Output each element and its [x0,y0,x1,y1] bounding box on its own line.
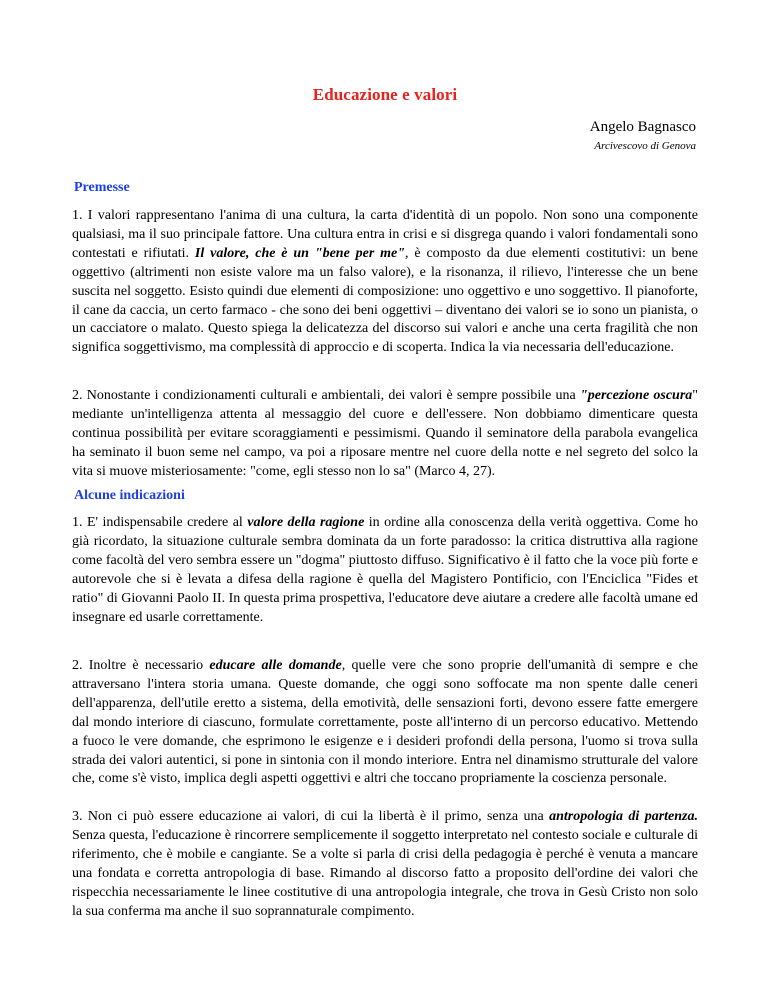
emphasis-text: educare alle domande [209,658,342,673]
section-heading-premesse: Premesse [74,180,130,195]
emphasis-text: Il valore, che è un "bene per me" [194,245,406,261]
text-run: 1. I valori rappresentano l'anima di una cultura, la carta d'identità di un popolo. Non sono una componente qualsiasi, ma il suo principale fattore. Una cultura entra in crisi e si disgrega quando i valori fondamentali sono contestati e rifiutati. [72,208,698,261]
emphasis-text: "percezione oscura [579,388,693,403]
paragraph-indicazioni-1 [72,514,698,627]
emphasis-text: valore della ragione [247,515,365,530]
text-run: 3. Non ci può essere educazione ai valori, di cui la libertà è il primo, senza una [72,809,550,824]
text-run: 1. E' indispensabile credere al [72,515,248,530]
paragraph-indicazioni-2 [72,657,698,789]
text-run: " mediante un'intelligenza attenta al messaggio del cuore e dell'essere. Non dobbiamo dimenticare questa continua possibilità per evitare scoraggiamenti e pessimismi. Quando il seminatore della parabola evangelica ha seminato il buon seme nel campo, va poi a riposare mentre nel cuore della notte e nel segreto del solco la vita si muove misteriosamente: "come, egli stesso non lo sa" (Marco 4, 27). [72,388,698,479]
author-name: Angelo Bagnasco [589,119,696,135]
author-role: Arcivescovo di Genova [594,140,696,152]
text-run: 2. Inoltre è necessario [72,658,210,673]
document-title: Educazione e valori [312,85,458,104]
paragraph-indicazioni-3 [72,808,698,921]
section-heading-alcune-indicazioni: Alcune indicazioni [74,488,185,503]
paragraph-premesse-1 [72,207,698,358]
text-run: Senza questa, l'educazione è rincorrere semplicemente il soggetto interpretato nel contesto sociale e culturale di riferimento, che è mobile e cangiante. Se a volte si parla di crisi della pedagogia è perché è venuta a mancare una fondata e corretta antropologia di base. Rimando al discorso fatto a proposito dell'ordine dei valori che rispecchia necessariamente le linee costitutive di una antropologia integrale, che trova in Gesù Cristo non solo la sua conferma ma anche il suo soprannaturale compimento. [72,827,698,919]
text-run: , quelle vere che sono proprie dell'umanità di sempre e che attraversano l'intera storia umana. Queste domande, che oggi sono soffocate ma non spente dalle ceneri dell'apparenza, dell'utile eretto a sistema, della emotività, delle sensazioni forti, devono essere fatte emergere dal mondo interiore di ciascuno, formulate correttamente, poste all'interno di un percorso educativo. Mettendo a fuoco le vere domande, che esprimono le esigenze e i desideri profondi della persona, l'uomo si trova sulla strada dei valori autentici, si pone in sintonia con il mondo interiore. Entra nel dinamismo strutturale del valore che, come s'è visto, implica degli aspetti oggettivi e altri che toccano propriamente la coscienza personale. [72,658,698,787]
emphasis-text: antropologia di partenza. [549,809,698,824]
text-run: in ordine alla conoscenza della verità oggettiva. Come ho già ricordato, la situazione culturale sembra dominata da un forte paradosso: la critica distruttiva alla ragione come facoltà del vero sembra essere un "dogma" piuttosto diffuso. Significativo è il fatto che la voce più forte e autorevole che si è levata a difesa della ragione è quella del Magistero Pontificio, con l'Enciclica "Fides et ratio" di Giovanni Paolo II. In questa prima prospettiva, l'educatore deve aiutare a credere alle facoltà umane ed insegnare ed usarle correttamente. [72,515,698,625]
paragraph-premesse-2 [72,387,698,482]
text-run: , è composto da due elementi costitutivi: un bene oggettivo (altrimenti non esiste valore ma un falso valore), e la risonanza, il rilievo, l'interesse che un bene suscita nel soggetto. Esisto quindi due elementi di composizione: uno oggettivo e uno soggettivo. Il pianoforte, il cane da caccia, un certo farmaco - che sono dei beni oggettivi – diventano dei valori se io sono un pianista, o un cacciatore o malato. Questo spiega la delicatezza del discorso sui valori e anche una certa fragilità che non significa soggettivismo, ma complessità di approccio e di scoperta. Indica la via necessaria dell'educazione. [72,245,698,356]
text-run: 2. Nonostante i condizionamenti culturali e ambientali, dei valori è sempre possibile una [72,388,580,403]
